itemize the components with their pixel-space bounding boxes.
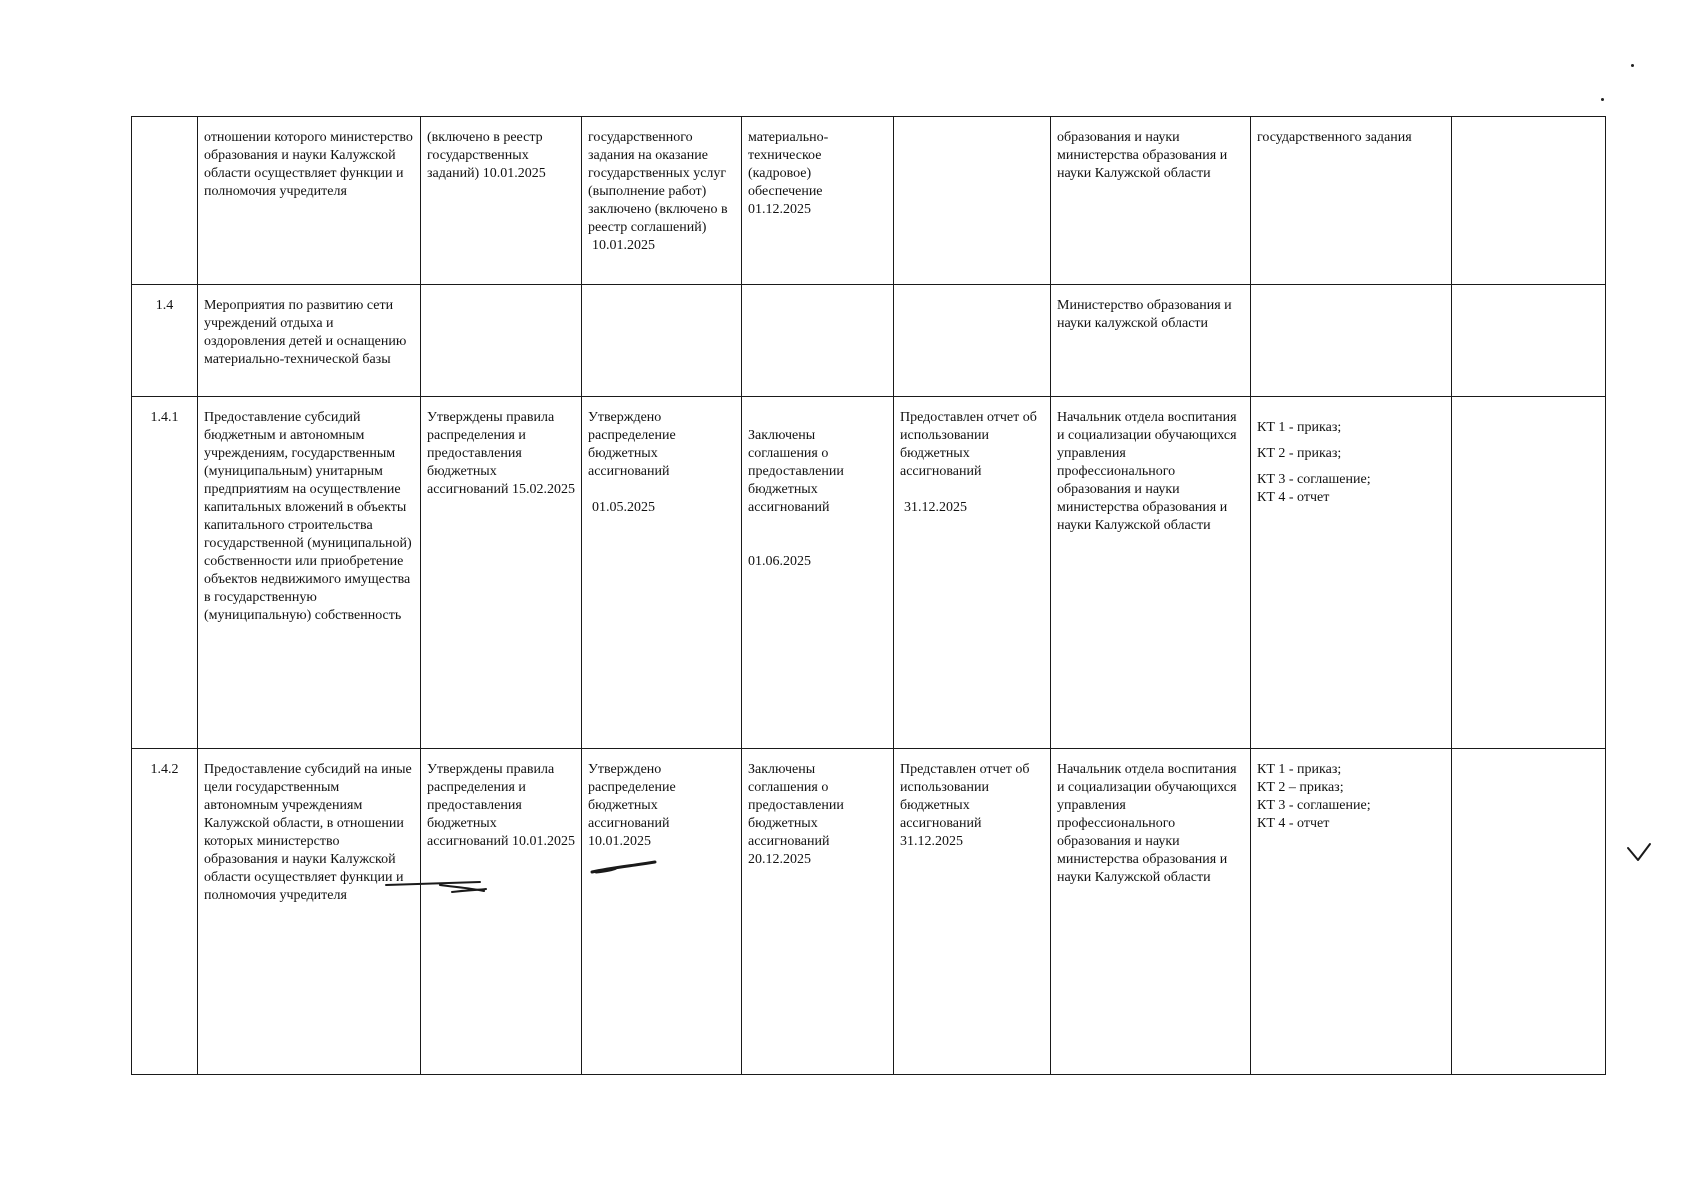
table-row [132, 117, 1606, 285]
checkpoint-3: материально-техническое (кадровое) обеспечение 01.12.2025 [742, 117, 894, 285]
result-documents: государственного задания [1251, 117, 1452, 285]
row-number: 1.4.2 [132, 749, 198, 1075]
table-row [132, 397, 1606, 749]
responsible-person: Министерство образования и науки калужской области [1051, 285, 1251, 397]
row-number: 1.4.1 [132, 397, 198, 749]
scan-speck [1601, 98, 1604, 101]
row-number: 1.4 [132, 285, 198, 397]
extra-column [1452, 285, 1606, 397]
checkpoint-3-date: 01.06.2025 [748, 554, 811, 569]
table-row [132, 285, 1606, 397]
responsible-person: образования и науки министерства образования и науки Калужской области [1051, 117, 1251, 285]
extra-column [1452, 749, 1606, 1075]
activity-name: Мероприятия по развитию сети учреждений отдыха и оздоровления детей и оснащению материально-технической базы [198, 285, 421, 397]
extra-column [1452, 117, 1606, 285]
doc-kt4: КТ 4 - отчет [1257, 816, 1330, 831]
checkpoint-3-text: Заключены соглашения о предоставлении бюджетных ассигнований [748, 428, 844, 515]
checkpoint-1: Утверждены правила распределения и предоставления бюджетных ассигнований 15.02.2025 [421, 397, 582, 749]
checkpoint-2 [582, 117, 742, 285]
result-documents [1251, 285, 1452, 397]
doc-kt4: КТ 4 - отчет [1257, 490, 1330, 505]
checkpoint-2-date: 01.05.2025 [592, 500, 655, 515]
checkpoint-4-text: Предоставлен отчет об использовании бюджетных ассигнований [900, 410, 1037, 479]
checkpoint-4: Представлен отчет об использовании бюджетных ассигнований 31.12.2025 [894, 749, 1051, 1075]
doc-kt1: КТ 1 - приказ; [1257, 762, 1342, 777]
result-documents [1251, 749, 1452, 1075]
checkpoint-3 [742, 285, 894, 397]
responsible-person: Начальник отдела воспитания и социализации обучающихся управления профессионального образования и науки министерства образования и науки Калужской области [1051, 749, 1251, 1075]
doc-kt3: КТ 3 - соглашение; [1257, 798, 1371, 813]
plan-table [131, 116, 1606, 1075]
checkpoint-2: Утверждено распределение бюджетных ассигнований 10.01.2025 [582, 749, 742, 1075]
checkpoint-2-text: государственного задания на оказание государственных услуг (выполнение работ) заключено (включено в реестр соглашений) [588, 130, 728, 235]
activity-name: Предоставление субсидий на иные цели государственным автономным учреждениям Калужской области, в отношении которых министерство образования и науки Калужской области осуществляет функции и полномочия учредителя [198, 749, 421, 1075]
scan-speck [1631, 64, 1634, 67]
checkpoint-4 [894, 117, 1051, 285]
doc-kt1: КТ 1 - приказ; [1257, 420, 1342, 435]
checkpoint-3 [742, 397, 894, 749]
result-documents [1251, 397, 1452, 749]
checkpoint-1: Утверждены правила распределения и предоставления бюджетных ассигнований 10.01.2025 [421, 749, 582, 1075]
activity-name: Предоставление субсидий бюджетным и автономным учреждениям, государственным (муниципальным) унитарным предприятиям на осуществление капитальных вложений в объекты капитального строительства государственной (муниципальной) собственности или приобретение объектов недвижимого имущества в государственную (муниципальную) собственность [198, 397, 421, 749]
checkpoint-2-date: 10.01.2025 [592, 238, 655, 253]
row-number [132, 117, 198, 285]
checkpoint-2 [582, 397, 742, 749]
doc-kt3: КТ 3 - соглашение; [1257, 472, 1371, 487]
extra-column [1452, 397, 1606, 749]
doc-kt2: КТ 2 - приказ; [1257, 446, 1342, 461]
activity-name: отношении которого министерство образования и науки Калужской области осуществляет функции и полномочия учредителя [198, 117, 421, 285]
checkpoint-2-text: Утверждено распределение бюджетных ассигнований [588, 410, 676, 479]
checkpoint-4-date: 31.12.2025 [904, 500, 967, 515]
checkpoint-1 [421, 285, 582, 397]
table-row [132, 749, 1606, 1075]
doc-kt2: КТ 2 – приказ; [1257, 780, 1344, 795]
checkpoint-1: (включено в реестр государственных заданий) 10.01.2025 [421, 117, 582, 285]
checkpoint-3: Заключены соглашения о предоставлении бюджетных ассигнований 20.12.2025 [742, 749, 894, 1075]
checkpoint-4 [894, 285, 1051, 397]
responsible-person: Начальник отдела воспитания и социализации обучающихся управления профессионального образования и науки министерства образования и науки Калужской области [1051, 397, 1251, 749]
checkpoint-2 [582, 285, 742, 397]
checkpoint-4 [894, 397, 1051, 749]
